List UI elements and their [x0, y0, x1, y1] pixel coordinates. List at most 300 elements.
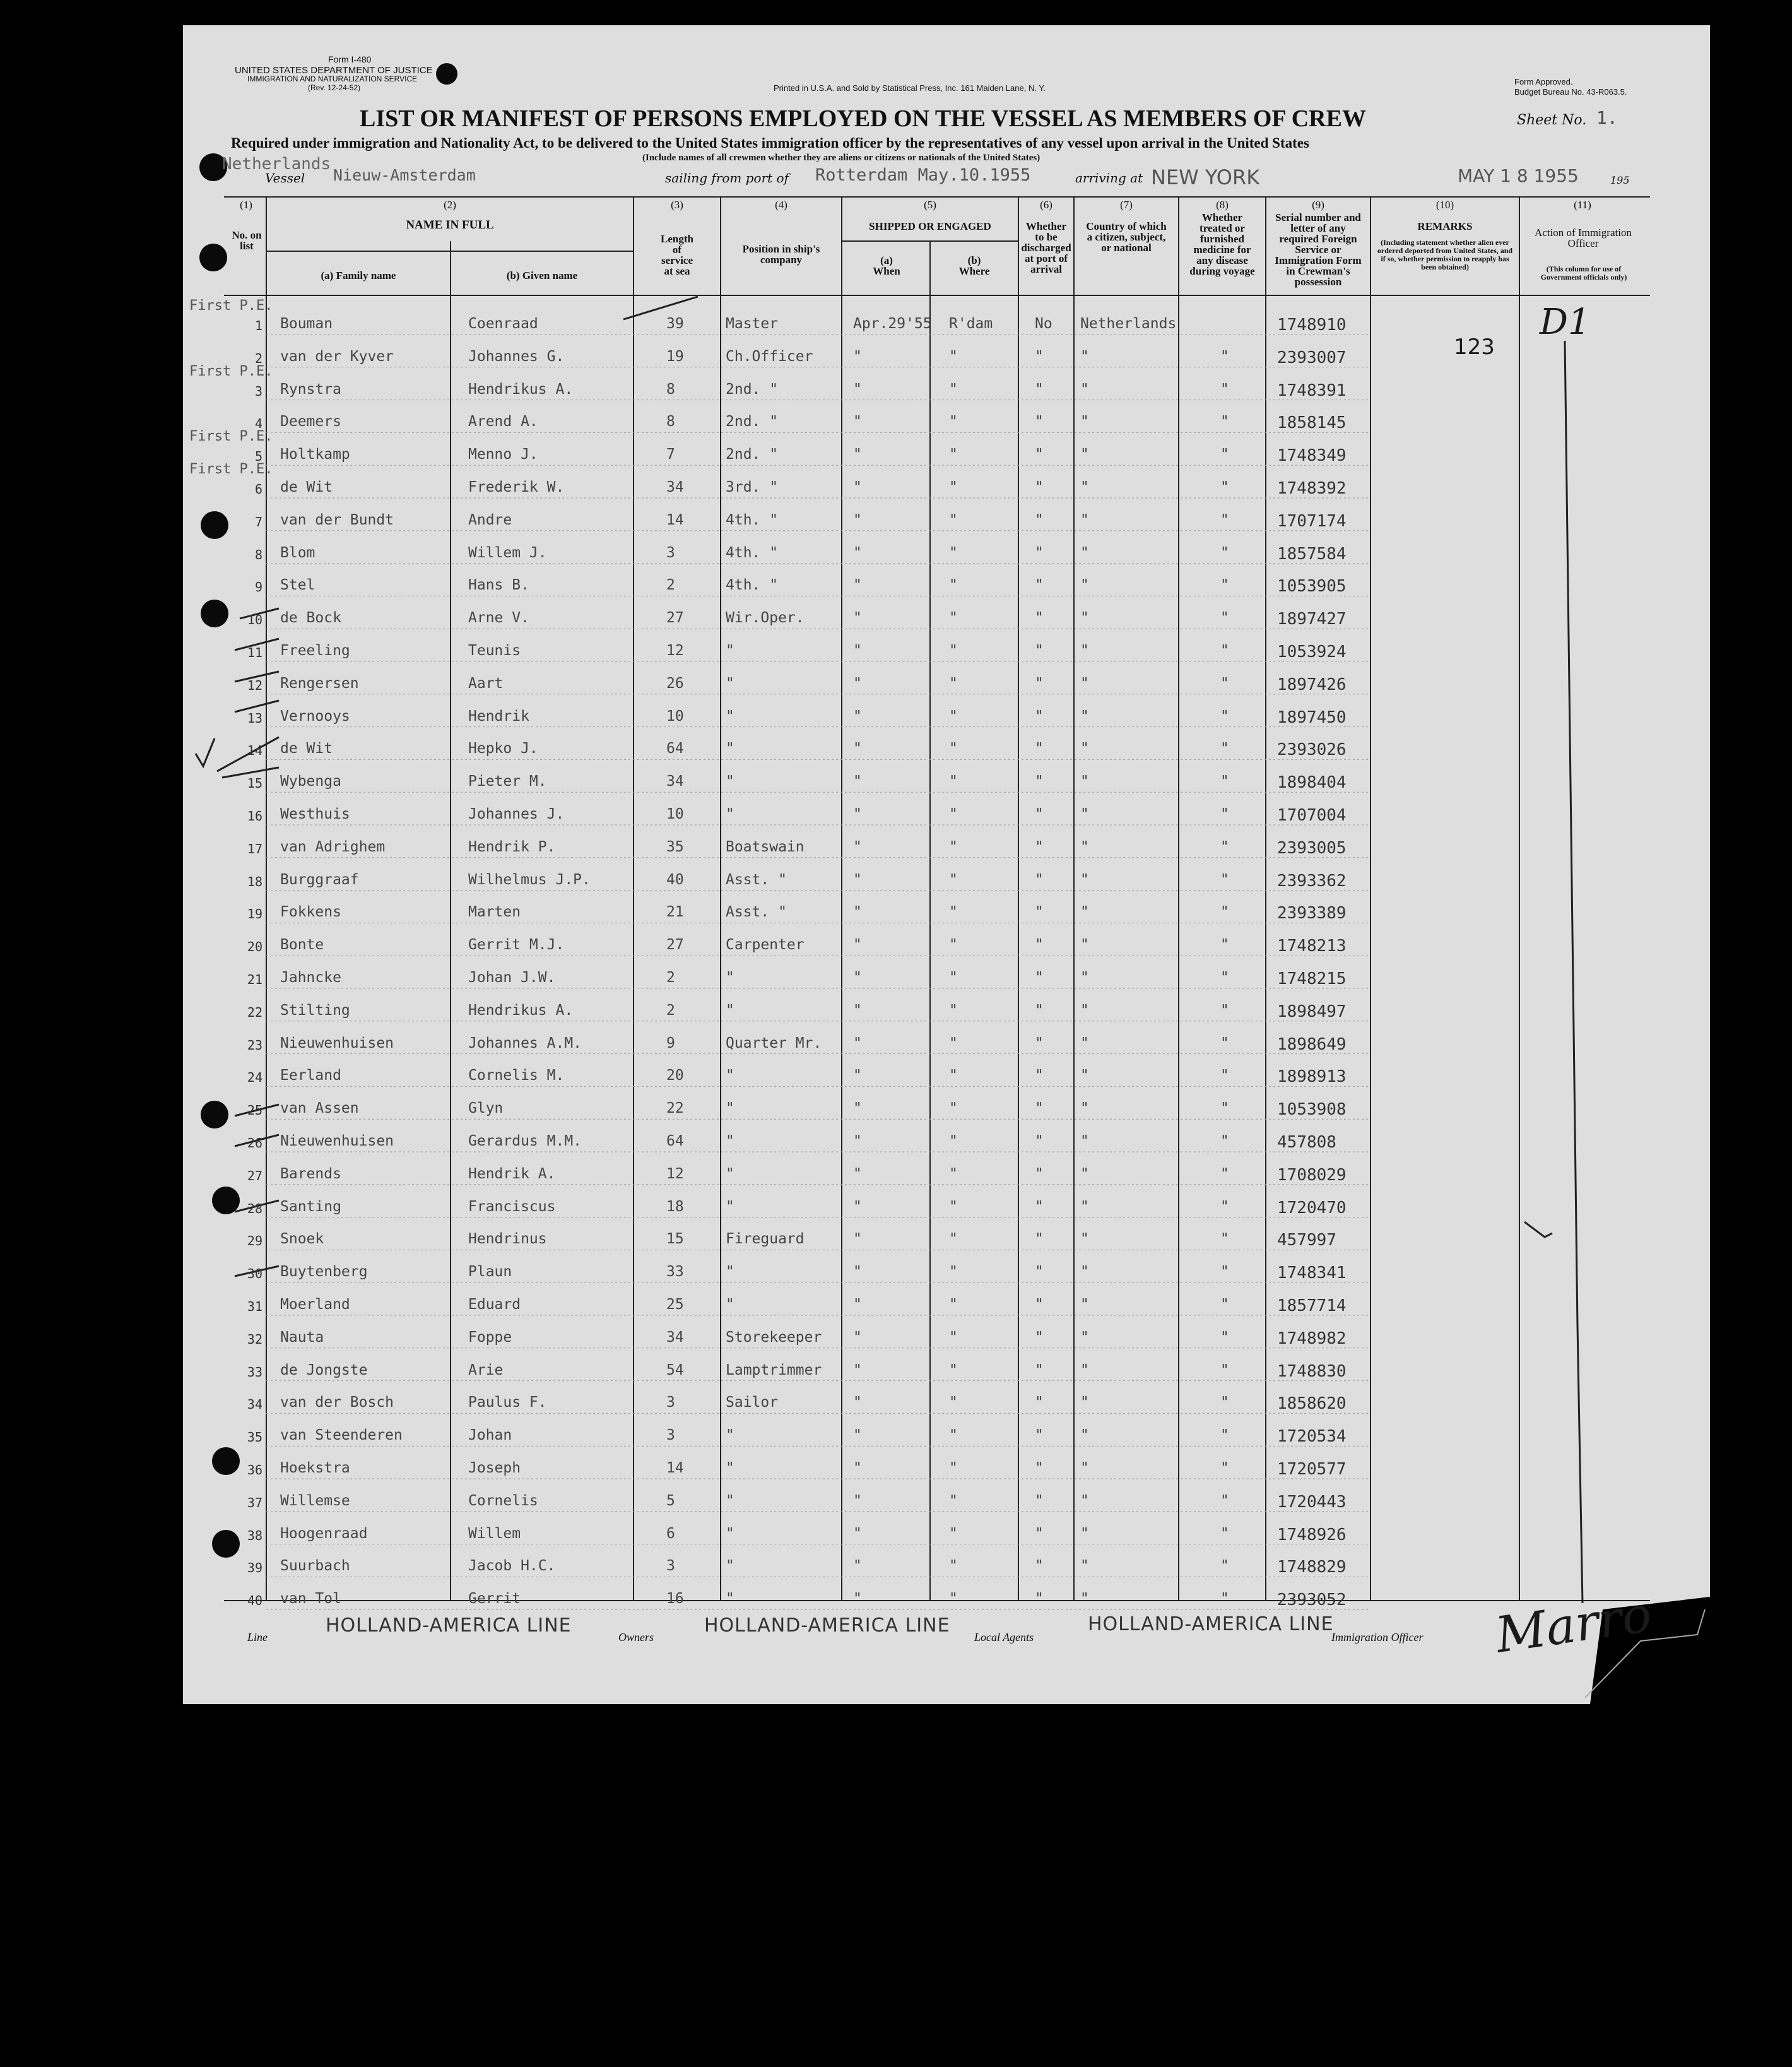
cell-where: " — [949, 1329, 958, 1346]
cell-discharged: " — [1035, 1525, 1044, 1542]
cell-serial: 2393005 — [1277, 838, 1347, 858]
cell-when: " — [853, 1133, 862, 1149]
cell-where: " — [949, 413, 958, 430]
cell-discharged: " — [1035, 577, 1044, 594]
cell-where: " — [949, 1460, 958, 1476]
cell-where: " — [949, 871, 958, 888]
cell-discharged: " — [1035, 1361, 1044, 1378]
cell-medicine: " — [1220, 904, 1229, 921]
cell-position: " — [726, 643, 734, 659]
vessel-label: Vessel — [265, 170, 305, 186]
cell-service: 8 — [666, 381, 675, 398]
cell-where: " — [949, 381, 958, 398]
cell-given: Hans B. — [468, 577, 529, 594]
cell-family: van Assen — [280, 1100, 359, 1117]
cell-serial: 1748829 — [1277, 1558, 1347, 1577]
cell-when: " — [853, 1198, 862, 1215]
cell-discharged: " — [1035, 1329, 1044, 1346]
cell-serial: 2393052 — [1277, 1590, 1347, 1610]
include-line: (Include names of all crewmen whether they are aliens or citizens or nationals of the United States) — [642, 153, 1040, 163]
cell-position: " — [726, 1492, 734, 1509]
col7-number: (7) — [1120, 199, 1133, 211]
cell-family: Blom — [280, 544, 315, 561]
cell-given: Johannes A.M. — [468, 1034, 582, 1051]
row-number: 3 — [254, 383, 262, 399]
cell-family: van der Bundt — [280, 511, 394, 528]
cell-discharged: " — [1035, 1296, 1044, 1313]
cell-country: " — [1080, 1231, 1089, 1248]
row-number: 40 — [247, 1593, 262, 1609]
cell-discharged: " — [1035, 1133, 1044, 1149]
cell-serial: 2393362 — [1277, 871, 1347, 891]
side-note: First P.E. — [189, 429, 273, 445]
cell-given: Pieter M. — [468, 773, 547, 790]
cell-serial: 1898913 — [1277, 1067, 1347, 1087]
cell-service: 2 — [666, 1002, 675, 1019]
cell-discharged: " — [1035, 1067, 1044, 1084]
cell-where: " — [949, 1264, 958, 1281]
cell-country: " — [1080, 610, 1089, 627]
cell-family: Wybenga — [280, 773, 341, 790]
cell-family: Rengersen — [280, 675, 359, 692]
cell-position: 2nd. " — [726, 381, 779, 398]
cell-country: Netherlands — [1080, 316, 1177, 332]
cell-given: Plaun — [468, 1264, 512, 1281]
cell-medicine: " — [1220, 610, 1229, 627]
cell-given: Johannes J. — [468, 806, 565, 822]
cell-given: Johannes G. — [468, 348, 565, 365]
cell-medicine: " — [1220, 348, 1229, 365]
cell-service: 12 — [666, 643, 684, 659]
cell-family: Bonte — [280, 937, 324, 954]
cell-country: " — [1080, 871, 1089, 888]
row-number: 2 — [254, 350, 262, 366]
cell-where: " — [949, 1296, 958, 1313]
cell-serial: 1707174 — [1277, 511, 1347, 531]
cell-country: " — [1080, 1198, 1089, 1215]
cell-discharged: " — [1035, 1034, 1044, 1051]
arriving-label: arriving at — [1075, 170, 1143, 186]
department: UNITED STATES DEPARTMENT OF JUSTICE — [235, 65, 433, 76]
cell-where: " — [949, 446, 958, 463]
row-number: 23 — [247, 1037, 262, 1053]
cell-medicine: " — [1220, 1264, 1229, 1281]
cell-position: Fireguard — [726, 1231, 805, 1248]
cell-family: Stilting — [280, 1002, 350, 1019]
cell-serial: 1748215 — [1277, 969, 1347, 988]
cell-family: de Wit — [280, 479, 333, 495]
cell-country: " — [1080, 413, 1089, 430]
row-number: 8 — [254, 547, 262, 562]
cell-given: Aart — [468, 675, 504, 692]
cell-serial: 1898649 — [1277, 1034, 1347, 1054]
col9-header: Serial number and letter of any required Foreign Service or Immigration Form in Crewman's possession — [1275, 211, 1362, 288]
cell-family: Buytenberg — [280, 1264, 368, 1281]
cell-position: " — [726, 1067, 734, 1084]
cell-when: " — [853, 1525, 862, 1542]
required-line: Required under immigration and Nationality Act, to be delivered to the United States immigration officer by the representatives of any vessel upon arrival in the United States — [231, 135, 1309, 151]
cell-family: de Wit — [280, 740, 333, 757]
cell-discharged: " — [1035, 446, 1044, 463]
col4-number: (4) — [775, 199, 787, 211]
cell-family: Snoek — [280, 1231, 324, 1248]
col8-number: (8) — [1216, 199, 1229, 211]
cell-discharged: " — [1035, 610, 1044, 627]
cell-given: Hendrikus A. — [468, 381, 574, 398]
cell-given: Joseph — [468, 1460, 521, 1476]
col2b-header: (b) Given name — [506, 269, 578, 281]
cell-position: " — [726, 1427, 734, 1444]
cell-where: " — [949, 1067, 958, 1084]
cell-when: " — [853, 348, 862, 365]
cell-service: 14 — [666, 1460, 684, 1476]
col11-number: (11) — [1574, 199, 1591, 211]
cell-position: " — [726, 708, 734, 725]
agents-label: Local Agents — [974, 1631, 1034, 1644]
row-number: 5 — [254, 449, 262, 465]
cell-country: " — [1080, 1264, 1089, 1281]
row-number: 37 — [247, 1495, 262, 1510]
cell-given: Frederik W. — [468, 479, 565, 495]
cell-country: " — [1080, 544, 1089, 561]
col6-header: Whether to be discharged at port of arrival — [1021, 220, 1071, 275]
cell-medicine: " — [1220, 1329, 1229, 1346]
cell-service: 20 — [666, 1067, 684, 1084]
cell-serial: 1858145 — [1277, 413, 1347, 433]
cell-serial: 1720577 — [1277, 1460, 1347, 1479]
cell-serial: 1708029 — [1277, 1165, 1347, 1185]
cell-serial: 1053908 — [1277, 1100, 1347, 1120]
cell-service: 5 — [666, 1492, 675, 1509]
cell-where: " — [949, 643, 958, 659]
cell-medicine: " — [1220, 1394, 1229, 1411]
cell-service: 22 — [666, 1100, 684, 1117]
cell-when: " — [853, 1492, 862, 1509]
cell-when: " — [853, 1361, 862, 1378]
cell-medicine: " — [1220, 1296, 1229, 1313]
cell-given: Hendrikus A. — [468, 1002, 574, 1019]
cell-discharged: " — [1035, 1231, 1044, 1248]
row-number: 35 — [247, 1430, 262, 1445]
cell-medicine: " — [1220, 871, 1229, 888]
cell-medicine: " — [1220, 773, 1229, 790]
cell-discharged: " — [1035, 1558, 1044, 1575]
cell-family: Vernooys — [280, 708, 350, 725]
line-label: Line — [247, 1631, 268, 1644]
cell-where: " — [949, 904, 958, 921]
cell-medicine: " — [1220, 1034, 1229, 1051]
cell-country: " — [1080, 1002, 1089, 1019]
row-number: 11 — [247, 645, 262, 660]
cell-country: " — [1080, 1067, 1089, 1084]
cell-where: " — [949, 1361, 958, 1378]
cell-discharged: " — [1035, 1492, 1044, 1509]
col5a-header: (a) When — [873, 254, 900, 277]
col2-number: (2) — [444, 199, 456, 211]
cell-family: Eerland — [280, 1067, 341, 1084]
cell-given: Cornelis — [468, 1492, 538, 1509]
side-note: First P.E. — [189, 363, 273, 379]
cell-country: " — [1080, 1525, 1089, 1542]
row-number: 31 — [247, 1299, 262, 1314]
cell-family: Willemse — [280, 1492, 350, 1509]
cell-given: Eduard — [468, 1296, 521, 1313]
cell-where: " — [949, 348, 958, 365]
cell-where: " — [949, 1394, 958, 1411]
cell-when: " — [853, 1067, 862, 1084]
cell-position: 4th. " — [726, 577, 779, 594]
row-number: 19 — [247, 906, 262, 922]
cell-given: Hendrik P. — [468, 838, 556, 855]
cell-service: 16 — [666, 1590, 684, 1608]
cell-service: 27 — [666, 610, 684, 627]
cell-discharged: " — [1035, 904, 1044, 921]
cell-family: Freeling — [280, 643, 350, 659]
col11-header: Action of Immigration Officer — [1535, 227, 1632, 249]
col10-number: (10) — [1435, 199, 1454, 211]
cell-discharged: " — [1035, 969, 1044, 986]
col3-header: Length of service at sea — [661, 233, 693, 277]
row-number: 24 — [247, 1070, 262, 1086]
cell-where: R'dam — [949, 316, 993, 332]
col7-header: Country of which a citizen, subject, or national — [1086, 220, 1167, 254]
cell-when: " — [853, 610, 862, 627]
cell-when: " — [853, 708, 862, 725]
cell-family: Nieuwenhuisen — [280, 1133, 394, 1149]
cell-family: van Adrighem — [280, 838, 386, 855]
cell-serial: 1720534 — [1277, 1427, 1347, 1447]
row-number: 10 — [247, 612, 262, 628]
cell-service: 33 — [666, 1264, 684, 1281]
cell-family: Bouman — [280, 316, 333, 332]
cell-family: Nauta — [280, 1329, 324, 1346]
cell-discharged: " — [1035, 1590, 1044, 1608]
officer-signature: Marro — [1492, 1586, 1655, 1664]
cell-given: Willem — [468, 1525, 521, 1542]
cell-family: Rynstra — [280, 381, 341, 398]
cell-given: Foppe — [468, 1329, 512, 1346]
cell-medicine: " — [1220, 544, 1229, 561]
cell-where: " — [949, 1100, 958, 1117]
cell-medicine: " — [1220, 1525, 1229, 1542]
cell-discharged: " — [1035, 1394, 1044, 1411]
col2-header: NAME IN FULL — [406, 218, 494, 232]
cell-position: " — [726, 1296, 734, 1313]
remarks-note: 123 — [1454, 335, 1495, 360]
cell-position: Asst. " — [726, 871, 787, 888]
vessel-country: Netherlands — [222, 155, 331, 174]
cell-service: 10 — [666, 806, 684, 822]
col1-number: (1) — [240, 199, 252, 211]
col4-header: Position in ship's company — [742, 243, 820, 266]
cell-service: 39 — [666, 316, 684, 332]
cell-position: Boatswain — [726, 838, 805, 855]
cell-family: de Jongste — [280, 1361, 368, 1378]
row-number: 29 — [247, 1233, 262, 1249]
cell-where: " — [949, 1590, 958, 1608]
cell-given: Jacob H.C. — [468, 1558, 556, 1575]
col6-number: (6) — [1040, 199, 1052, 211]
sheet-number: 1. — [1596, 107, 1618, 128]
cell-service: 34 — [666, 479, 684, 495]
cell-medicine: " — [1220, 838, 1229, 855]
cell-position: " — [726, 1100, 734, 1117]
cell-discharged: " — [1035, 643, 1044, 659]
cell-position: Lamptrimmer — [726, 1361, 822, 1378]
cell-when: " — [853, 1558, 862, 1575]
row-number: 15 — [247, 776, 262, 791]
row-number: 1 — [254, 318, 262, 333]
cell-discharged: " — [1035, 381, 1044, 398]
cell-country: " — [1080, 1361, 1089, 1378]
cell-medicine: " — [1220, 937, 1229, 954]
cell-service: 6 — [666, 1525, 675, 1542]
cell-service: 7 — [666, 446, 675, 463]
col11-note: (This column for use of Government officials only) — [1540, 264, 1627, 281]
cell-where: " — [949, 511, 958, 528]
cell-family: van der Kyver — [280, 348, 394, 365]
row-number: 36 — [247, 1462, 262, 1478]
cell-position: " — [726, 1558, 734, 1575]
cell-when: " — [853, 446, 862, 463]
row-number: 20 — [247, 939, 262, 955]
cell-when: " — [853, 806, 862, 822]
cell-discharged: " — [1035, 348, 1044, 365]
cell-service: 2 — [666, 577, 675, 594]
page-title: LIST OR MANIFEST OF PERSONS EMPLOYED ON THE VESSEL AS MEMBERS OF CREW — [360, 105, 1366, 132]
cell-where: " — [949, 544, 958, 561]
cell-family: Stel — [280, 577, 315, 594]
cell-discharged: " — [1035, 479, 1044, 495]
cell-given: Gerrit M.J. — [468, 937, 565, 954]
cell-where: " — [949, 1002, 958, 1019]
cell-discharged: " — [1035, 1100, 1044, 1117]
cell-service: 14 — [666, 511, 684, 528]
arrival-date: MAY 1 8 1955 — [1458, 165, 1579, 186]
cell-discharged: No — [1035, 316, 1052, 332]
cell-given: Cornelis M. — [468, 1067, 565, 1084]
cell-given: Gerardus M.M. — [468, 1133, 582, 1149]
cell-given: Teunis — [468, 643, 521, 659]
printer-line: Printed in U.S.A. and Sold by Statistical Press, Inc. 161 Maiden Lane, N. Y. — [774, 83, 1046, 93]
cell-service: 27 — [666, 937, 684, 954]
cell-medicine: " — [1220, 446, 1229, 463]
cell-when: Apr.29'55 — [853, 316, 932, 332]
cell-given: Hendrinus — [468, 1231, 547, 1248]
row-number: 13 — [247, 710, 262, 726]
row-number: 21 — [247, 972, 262, 987]
cell-where: " — [949, 1198, 958, 1215]
cell-country: " — [1080, 937, 1089, 954]
cell-serial: 1857714 — [1277, 1296, 1347, 1315]
row-number: 14 — [247, 743, 262, 759]
cell-discharged: " — [1035, 773, 1044, 790]
cell-when: " — [853, 1394, 862, 1411]
cell-country: " — [1080, 1460, 1089, 1476]
cell-where: " — [949, 1165, 958, 1182]
cell-family: Burggraaf — [280, 871, 359, 888]
cell-family: Nieuwenhuisen — [280, 1034, 394, 1051]
cell-when: " — [853, 1034, 862, 1051]
row-number: 27 — [247, 1168, 262, 1183]
cell-service: 2 — [666, 969, 675, 986]
cell-given: Arie — [468, 1361, 504, 1378]
cell-where: " — [949, 838, 958, 855]
row-number: 6 — [254, 482, 262, 497]
cell-family: van Tol — [280, 1590, 341, 1608]
cell-country: " — [1080, 1427, 1089, 1444]
cell-position: 2nd. " — [726, 446, 779, 463]
cell-where: " — [949, 1427, 958, 1444]
agents-value: HOLLAND-AMERICA LINE — [1088, 1613, 1334, 1635]
cell-when: " — [853, 969, 862, 986]
cell-when: " — [853, 479, 862, 495]
cell-given: Johan — [468, 1427, 512, 1444]
cell-family: Hoogenraad — [280, 1525, 368, 1542]
cell-serial: 1898404 — [1277, 773, 1347, 793]
row-number: 39 — [247, 1560, 262, 1576]
cell-position: Storekeeper — [726, 1329, 822, 1346]
cell-position: Master — [726, 316, 779, 332]
cell-serial: 1748982 — [1277, 1329, 1347, 1348]
cell-given: Franciscus — [468, 1198, 556, 1215]
cell-serial: 1707004 — [1277, 806, 1347, 825]
line-value: HOLLAND-AMERICA LINE — [326, 1614, 572, 1637]
row-number: 18 — [247, 874, 262, 889]
cell-family: Jahncke — [280, 969, 341, 986]
cell-medicine: " — [1220, 1231, 1229, 1248]
owners-label: Owners — [618, 1631, 654, 1644]
cell-position: " — [726, 1165, 734, 1182]
cell-where: " — [949, 969, 958, 986]
cell-where: " — [949, 806, 958, 822]
cell-discharged: " — [1035, 871, 1044, 888]
cell-medicine: " — [1220, 1067, 1229, 1084]
cell-family: Barends — [280, 1165, 341, 1182]
cell-position: " — [726, 1198, 734, 1215]
cell-service: 34 — [666, 1329, 684, 1346]
cell-discharged: " — [1035, 937, 1044, 954]
cell-service: 12 — [666, 1165, 684, 1182]
cell-discharged: " — [1035, 675, 1044, 692]
cell-medicine: " — [1220, 1460, 1229, 1476]
cell-discharged: " — [1035, 838, 1044, 855]
cell-serial: 1748392 — [1277, 479, 1347, 498]
col5-number: (5) — [924, 199, 936, 211]
cell-serial: 1748391 — [1277, 381, 1347, 400]
cell-country: " — [1080, 969, 1089, 986]
cell-when: " — [853, 577, 862, 594]
cell-family: Hoekstra — [280, 1460, 350, 1476]
cell-when: " — [853, 1296, 862, 1313]
cell-serial: 1857584 — [1277, 544, 1347, 564]
cell-service: 34 — [666, 773, 684, 790]
cell-serial: 1053924 — [1277, 643, 1347, 661]
cell-serial: 2393007 — [1277, 348, 1347, 367]
arriving-value: NEW YORK — [1151, 165, 1260, 189]
cell-medicine: " — [1220, 1427, 1229, 1444]
cell-medicine: " — [1220, 1198, 1229, 1215]
cell-service: 64 — [666, 1133, 684, 1149]
cell-serial: 1898497 — [1277, 1002, 1347, 1021]
cell-position: 4th. " — [726, 511, 779, 528]
cell-when: " — [853, 511, 862, 528]
cell-where: " — [949, 708, 958, 725]
cell-country: " — [1080, 643, 1089, 659]
row-number: 30 — [247, 1266, 262, 1282]
cell-position: " — [726, 969, 734, 986]
cell-discharged: " — [1035, 1002, 1044, 1019]
